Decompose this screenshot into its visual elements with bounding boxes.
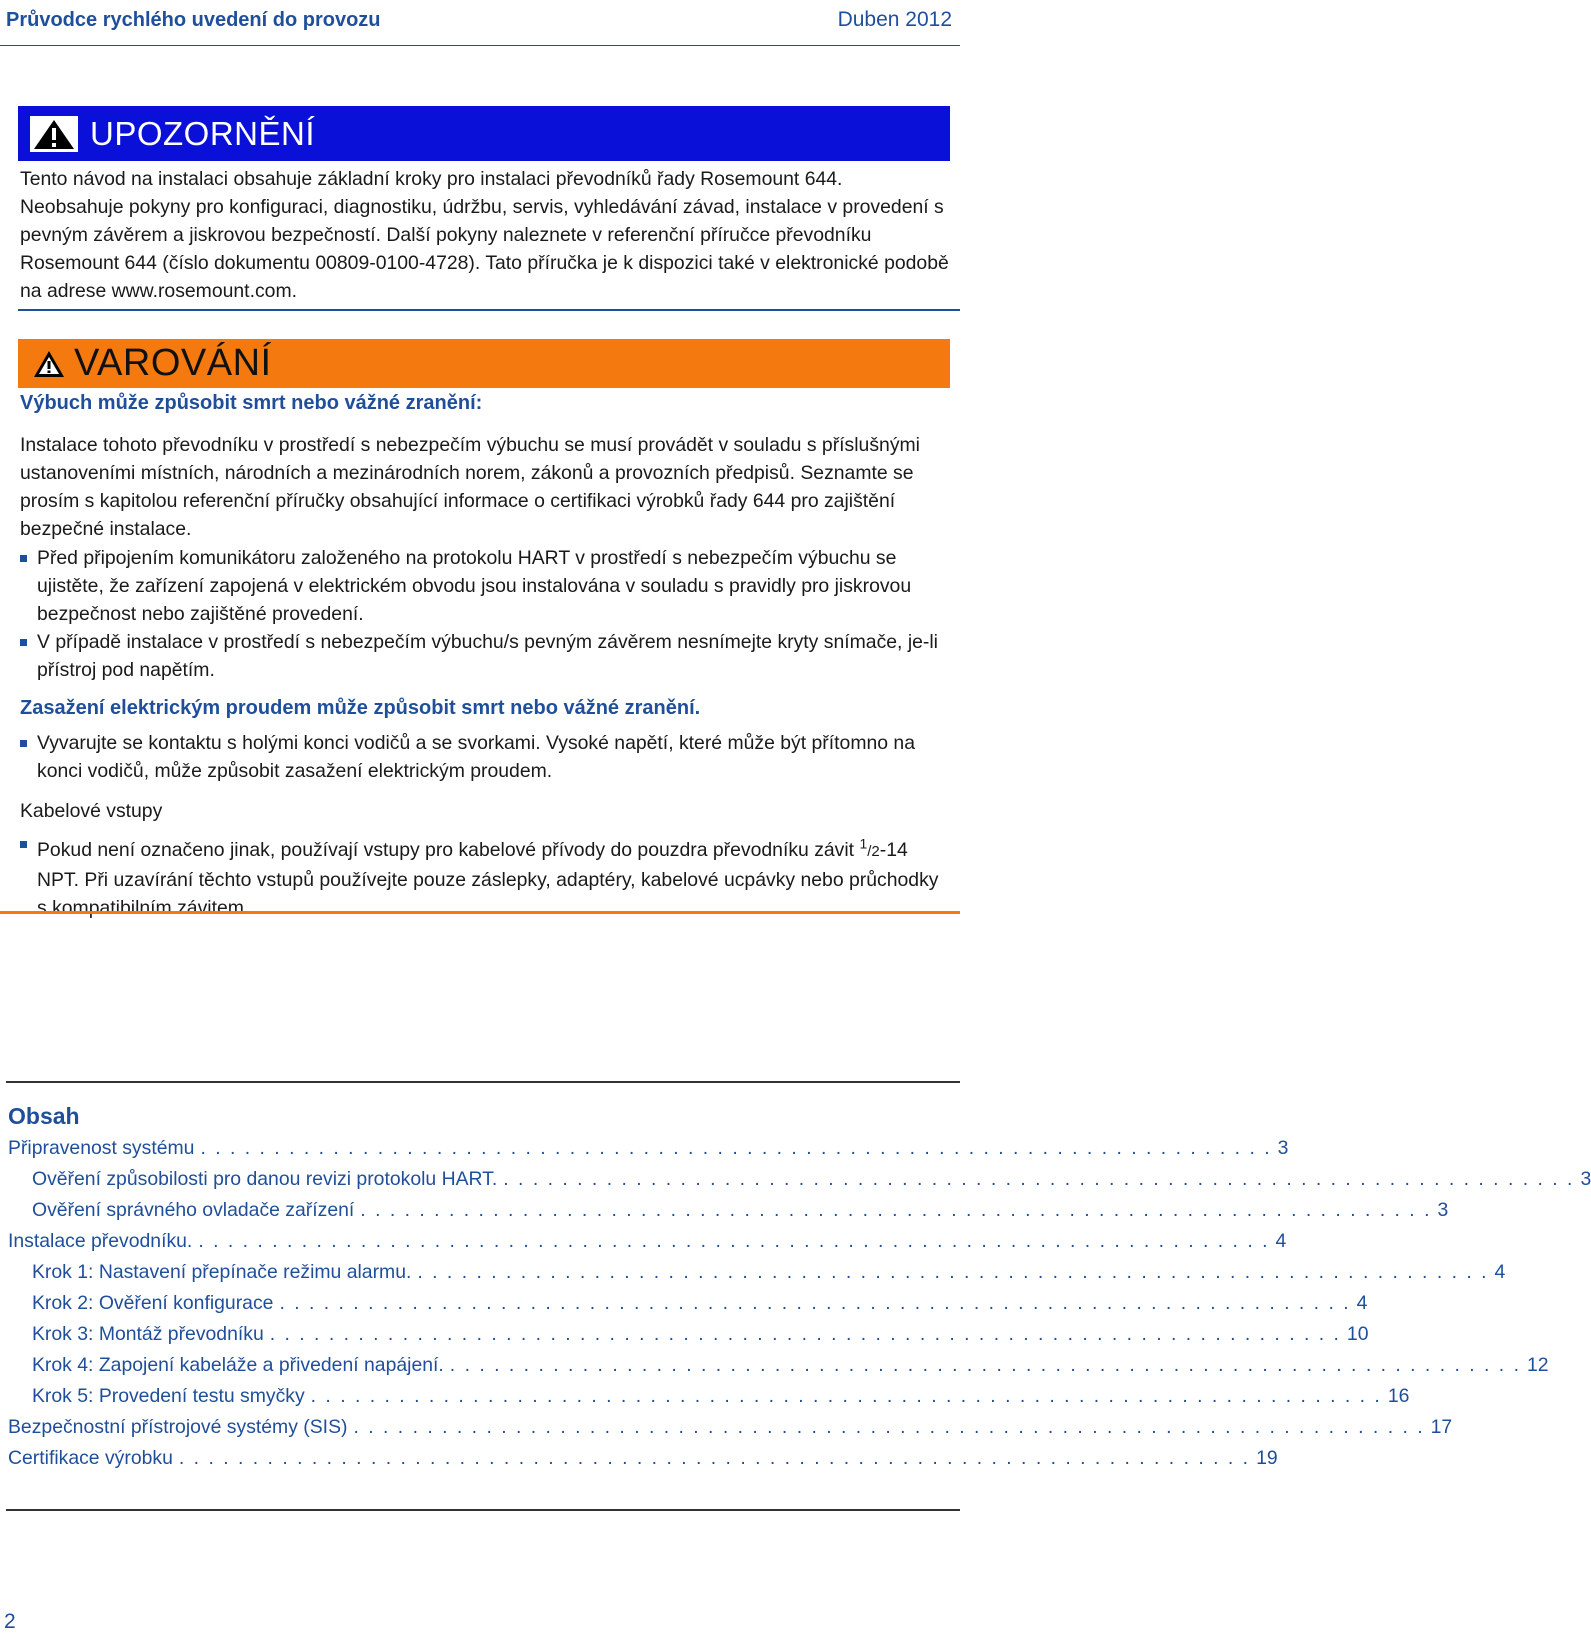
toc-entry[interactable] bbox=[8, 1416, 1453, 1444]
bullet-square-icon bbox=[20, 555, 27, 562]
bullet-square-icon bbox=[20, 740, 27, 747]
toc-entry-label: Krok 3: Montáž převodníku bbox=[32, 1323, 264, 1345]
toc-entry-page: 17 bbox=[1430, 1416, 1453, 1438]
warning-title: VAROVÁNÍ bbox=[74, 342, 272, 384]
header-rule bbox=[0, 45, 960, 46]
bullet-item bbox=[20, 729, 950, 785]
header-title: Průvodce rychlého uvedení do provozu bbox=[6, 9, 381, 31]
toc-leader-dots: . . . . . . . . . . . . . . . . . . . . . . . . . . . . . . . . . . . . . . . . . . . . . . . . . . . . . . . . . . . . . . . . . . . . . . . . . bbox=[353, 1416, 1425, 1438]
toc-top-rule bbox=[6, 1081, 960, 1083]
toc-entry-label: Instalace převodníku. bbox=[8, 1230, 193, 1252]
toc-entry-page: 3 bbox=[1437, 1199, 1449, 1221]
bullet-text: Vyvarujte se kontaktu s holými konci vodičů a se svorkami. Vysoké napětí, které může být přítomno na konci vodičů, může způsobit zasažení elektrickým proudem. bbox=[37, 732, 916, 782]
toc-entry-page: 19 bbox=[1256, 1447, 1278, 1469]
bullet-square-icon bbox=[20, 639, 27, 646]
warning-rule bbox=[0, 911, 960, 914]
toc-leader-dots: . . . . . . . . . . . . . . . . . . . . . . . . . . . . . . . . . . . . . . . . . . . . . . . . . . . . . . . . . . . . . . . . . . . . . . . . . bbox=[310, 1385, 1382, 1407]
toc-leader-dots: . . . . . . . . . . . . . . . . . . . . . . . . . . . . . . . . . . . . . . . . . . . . . . . . . . . . . . . . . . . . . . . . . . . . . . . . . bbox=[503, 1168, 1575, 1190]
toc-entry-page: 4 bbox=[1275, 1230, 1287, 1252]
toc-entry[interactable] bbox=[32, 1323, 1369, 1351]
warning-banner bbox=[18, 339, 950, 388]
toc-entry-page: 16 bbox=[1387, 1385, 1410, 1407]
toc-leader-dots: . . . . . . . . . . . . . . . . . . . . . . . . . . . . . . . . . . . . . . . . . . . . . . . . . . . . . . . . . . . . . . . . . . . . . . . . . bbox=[269, 1323, 1341, 1345]
toc-leader-dots: . . . . . . . . . . . . . . . . . . . . . . . . . . . . . . . . . . . . . . . . . . . . . . . . . . . . . . . . . . . . . . . . . . . . . . . . . bbox=[449, 1354, 1521, 1376]
toc-entry-page: 3 bbox=[1277, 1137, 1289, 1159]
explosion-paragraph: Instalace tohoto převodníku v prostředí s nebezpečím výbuchu se musí provádět v souladu s příslušnými ustanoveními místních, národních a mezinárodních norem, zákonů a provozních předpisů. Seznamte se prosím s kapitolou referenční příručky obsahující informace o certifikaci výrobků řady 644 pro zajištění bezpečné instalace. bbox=[20, 434, 920, 540]
warning-triangle-icon bbox=[30, 116, 78, 152]
toc-entry[interactable] bbox=[32, 1168, 1591, 1196]
toc-leader-dots: . . . . . . . . . . . . . . . . . . . . . . . . . . . . . . . . . . . . . . . . . . . . . . . . . . . . . . . . . . . . . . . . . . . . . . . . . bbox=[417, 1261, 1489, 1283]
caution-rule bbox=[18, 309, 960, 311]
toc-bottom-rule bbox=[6, 1509, 960, 1511]
toc-leader-dots: . . . . . . . . . . . . . . . . . . . . . . . . . . . . . . . . . . . . . . . . . . . . . . . . . . . . . . . . . . . . . . . . . . . . . . . . . bbox=[279, 1292, 1351, 1314]
bullet-item bbox=[20, 830, 950, 922]
toc-entry[interactable] bbox=[8, 1447, 1278, 1475]
toc-leader-dots: . . . . . . . . . . . . . . . . . . . . . . . . . . . . . . . . . . . . . . . . . . . . . . . . . . . . . . . . . . . . . . . . . . . . . . . . . bbox=[360, 1199, 1432, 1221]
warning-triangle-icon bbox=[32, 349, 66, 379]
toc-entry-label: Krok 2: Ověření konfigurace bbox=[32, 1292, 274, 1314]
toc-entry-label: Krok 5: Provedení testu smyčky bbox=[32, 1385, 305, 1407]
toc-entry-page: 4 bbox=[1356, 1292, 1368, 1314]
toc-entry-label: Připravenost systému bbox=[8, 1137, 195, 1159]
page-number: 2 bbox=[4, 1610, 16, 1633]
toc-entry-page: 12 bbox=[1526, 1354, 1549, 1376]
toc-leader-dots: . . . . . . . . . . . . . . . . . . . . . . . . . . . . . . . . . . . . . . . . . . . . . . . . . . . . . . . . . . . . . . . . . . . . . . . . . bbox=[198, 1230, 1270, 1252]
toc-entry[interactable] bbox=[32, 1292, 1368, 1320]
toc-entry-label: Certifikace výrobku bbox=[8, 1447, 173, 1469]
toc-entry-page: 3 bbox=[1580, 1168, 1591, 1190]
caution-text: Tento návod na instalaci obsahuje základní kroky pro instalaci převodníků řady Rosemount 644. Neobsahuje pokyny pro konfiguraci, diagnostiku, údržbu, servis, vyhledávání závad, instalace v provedení s pevným závěrem a jiskrovou bezpečností. Další pokyny naleznete v referenční příručce převodníku Rosemount 644 (číslo dokumentu 00809-0100-4728). Tato příručka je k dispozici také v elektronické podobě na adrese www.rosemount.com. bbox=[20, 168, 949, 302]
toc-leader-dots: . . . . . . . . . . . . . . . . . . . . . . . . . . . . . . . . . . . . . . . . . . . . . . . . . . . . . . . . . . . . . . . . . . . . . . . . . bbox=[178, 1447, 1251, 1469]
header-date: Duben 2012 bbox=[837, 8, 952, 31]
bullet-square-icon bbox=[20, 841, 27, 848]
toc-entry-label: Bezpečnostní přístrojové systémy (SIS) bbox=[8, 1416, 348, 1438]
toc-entry[interactable] bbox=[32, 1385, 1410, 1413]
toc-entry[interactable] bbox=[32, 1354, 1549, 1382]
toc-entry-page: 10 bbox=[1346, 1323, 1369, 1345]
toc-entry[interactable] bbox=[32, 1261, 1506, 1289]
toc-entry[interactable] bbox=[32, 1199, 1449, 1227]
toc-entry-label: Ověření způsobilosti pro danou revizi protokolu HART. bbox=[32, 1168, 498, 1190]
caution-title: UPOZORNĚNÍ bbox=[90, 114, 316, 152]
explosion-heading: Výbuch může způsobit smrt nebo vážné zranění: bbox=[20, 392, 483, 414]
toc-title: Obsah bbox=[8, 1103, 80, 1129]
toc-entry-label: Krok 4: Zapojení kabeláže a přivedení napájení. bbox=[32, 1354, 444, 1376]
bullet-text: Před připojením komunikátoru založeného na protokolu HART v prostředí s nebezpečím výbuchu se ujistěte, že zařízení zapojená v elektrickém obvodu jsou instalována v souladu s pravidly pro jiskrovou bezpečnost nebo zajištěné provedení. bbox=[37, 547, 912, 625]
toc-entry[interactable] bbox=[8, 1230, 1287, 1258]
bullet-text: V případě instalace v prostředí s nebezpečím výbuchu/s pevným závěrem nesnímejte kryty snímače, je-li přístroj pod napětím. bbox=[37, 631, 938, 681]
caution-banner bbox=[18, 106, 950, 161]
toc-entry-page: 4 bbox=[1494, 1261, 1506, 1283]
toc-entry[interactable] bbox=[8, 1137, 1289, 1165]
toc-entry-label: Ověření správného ovladače zařízení bbox=[32, 1199, 355, 1221]
bullet-text: Pokud není označeno jinak, používají vstupy pro kabelové přívody do pouzdra převodníku závit $^1$/2-14 NPT. Při uzavírání těchto vstupů používejte pouze záslepky, adaptéry, kabelové ucpávky nebo průchodky s kompatibilním závitem. bbox=[37, 836, 939, 920]
bullet-item bbox=[20, 628, 950, 684]
bullet-item bbox=[20, 544, 950, 628]
cable-entries-heading: Kabelové vstupy bbox=[20, 800, 163, 822]
electric-shock-heading: Zasažení elektrickým proudem může způsobit smrt nebo vážné zranění. bbox=[20, 697, 701, 719]
toc-entry-label: Krok 1: Nastavení přepínače režimu alarmu. bbox=[32, 1261, 412, 1283]
toc-leader-dots: . . . . . . . . . . . . . . . . . . . . . . . . . . . . . . . . . . . . . . . . . . . . . . . . . . . . . . . . . . . . . . . . . . . . . . . . . bbox=[200, 1137, 1272, 1159]
